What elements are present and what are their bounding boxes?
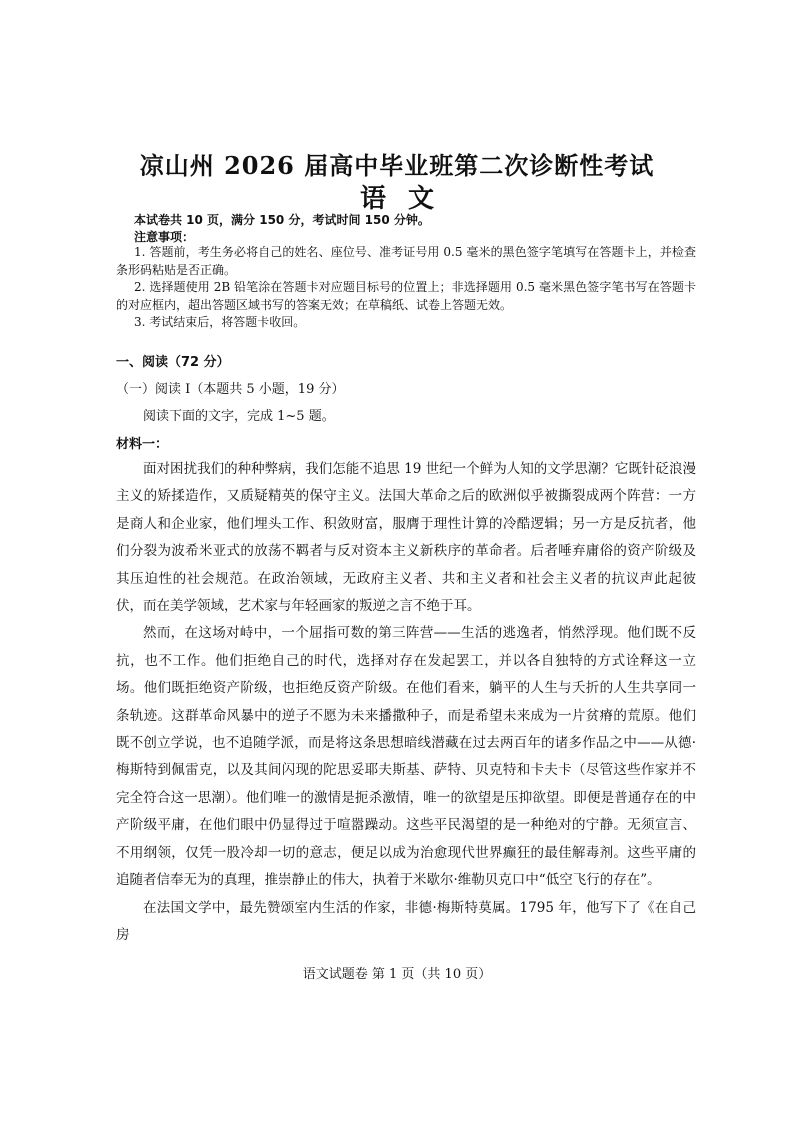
subject-title: 语文 bbox=[359, 184, 456, 214]
notice-heading: 注意事项： bbox=[134, 230, 195, 244]
passage-paragraph: 在法国文学中，最先赞颂室内生活的作家，非德·梅斯特莫属。1795 年，他写下了《在自己房 bbox=[116, 899, 696, 943]
notice-item: 3. 考试结束后，将答题卡收回。 bbox=[134, 315, 306, 329]
part-one-heading: 一、阅读（72 分） bbox=[116, 355, 230, 370]
exam-meta-line: 本试卷共 10 页，满分 150 分，考试时间 150 分钟。 bbox=[134, 213, 430, 227]
reading-passage bbox=[116, 456, 696, 949]
reading-instruction: 阅读下面的文字，完成 1~5 题。 bbox=[143, 409, 335, 424]
page-footer: 语文试题卷 第 1 页（共 10 页） bbox=[302, 967, 492, 982]
notice-list bbox=[116, 244, 696, 332]
exam-title: 凉山州 2026 届高中毕业班第二次诊断性考试 bbox=[139, 151, 655, 180]
material-label: 材料一： bbox=[116, 437, 169, 452]
notice-item: 2. 选择题使用 2B 铅笔涂在答题卡对应题目标号的位置上；非选择题用 0.5 毫米黑色签字笔书写在答题卡的对应框内，超出答题区域书写的答案无效；在草稿纸、试卷上答题无效。 bbox=[116, 280, 696, 312]
passage-paragraph: 面对困扰我们的种种弊病，我们怎能不追思 19 世纪一个鲜为人知的文学思潮？它既针砭浪漫主义的矫揉造作，又质疑精英的保守主义。法国大革命之后的欧洲似乎被撕裂成两个阵营：一方是商人和企业家，他们埋头工作、积敛财富，服膺于理性计算的冷酷逻辑；另一方是反抗者，他们分裂为波希米亚式的放荡不羁者与反对资本主义新秩序的革命者。后者唾弃庸俗的资产阶级及其压迫性的社会规范。在政治领域，无政府主义者、共和主义者和社会主义者的抗议声此起彼伏，而在美学领域，艺术家与年轻画家的叛逆之言不绝于耳。 bbox=[116, 461, 696, 615]
notice-item: 1. 答题前，考生务必将自己的姓名、座位号、准考证号用 0.5 毫米的黑色签字笔填写在答题卡上，并检查条形码粘贴是否正确。 bbox=[116, 245, 696, 277]
passage-paragraph: 然而，在这场对峙中，一个屈指可数的第三阵营——生活的逃逸者，悄然浮现。他们既不反抗，也不工作。他们拒绝自己的时代，选择对存在发起罢工，并以各自独特的方式诠释这一立场。他们既拒绝资产阶级，也拒绝反资产阶级。在他们看来，躺平的人生与夭折的人生共享同一条轨迹。这群革命风暴中的逆子不愿为未来播撒种子，而是希望未来成为一片贫瘠的荒原。他们既不创立学说，也不追随学派，而是将这条思想暗线潜藏在过去两百年的诸多作品之中——从德·梅斯特到佩雷克，以及其间闪现的陀思妥耶夫斯基、萨特、贝克特和卡夫卡（尽管这些作家并不完全符合这一思潮）。他们唯一的激情是扼杀激情，唯一的欲望是压抑欲望。即便是普通存在的中产阶级平庸，在他们眼中仍显得过于喧嚣躁动。这些平民渴望的是一种绝对的宁静。无须宣言、不用纲领，仅凭一股冷却一切的意志，便足以成为治愈现代世界癫狂的最佳解毒剂。这些平庸的追随者信奉无为的真理，推崇静止的伟大，执着于米歇尔·维勒贝克口中“低空飞行的存在”。 bbox=[116, 625, 696, 889]
reading-one-heading: （一）阅读 I（本题共 5 小题，19 分） bbox=[116, 382, 345, 397]
